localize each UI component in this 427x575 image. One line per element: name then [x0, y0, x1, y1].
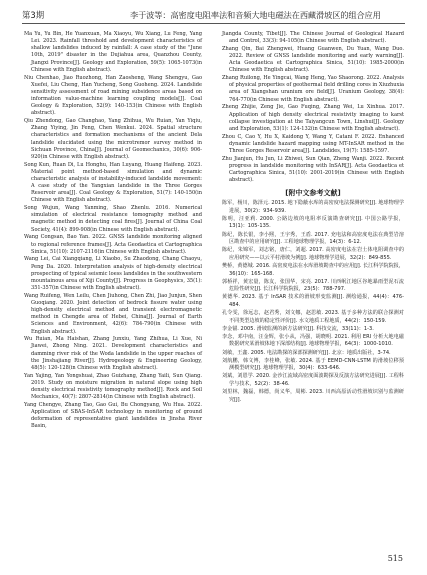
reference-entry: Yang Chengye, Zhang Tao, Gao Gui, Bu Chongyang, Wu Hua. 2022. Application of SBAS-InSAR technology in monitoring of ground deformation of representative giant landslides in Jinsha River Basin, — [24, 401, 202, 430]
reference-entry: Jiangda County, Tibet[J]. The Chinese Journal of Geological Hazard and Control, 33(3): 94-105(in Chinese with English abstract). — [222, 31, 404, 45]
reference-entry: 刘里林，魏磊，韩德，尚义华，周彬. 2023. 川西高原活动性滑坡识别与监测研究[J]. — [222, 389, 404, 403]
reference-entry: 李金锚. 2005. 滑坡监测的新方法研究[J]. 科技交流，33(11)：1-3. — [222, 325, 374, 332]
reference-entry: Niu Chenhao, Jiao Ruozhong, Han Zaosheng, Wang Shengyu, Gao Xuefei, Liu Cheng, Han Yucheng, Song Guoheng. 2024. Landslide sensitivity assessment of road mining subsidence areas based on information value-machine learning coupling models[J]. Coal Geology & Exploration, 52(9): 140-153(in Chinese with English abstract). — [24, 74, 202, 117]
reference-entry: 郭桥祥，黄宏量，陈友，张国华，宋亮. 2017. 川西岷江地区谷地暴雨型泥石流危险性研究[J]. 长江科学院院报，23(5)：788-797. — [222, 278, 404, 293]
reference-entry: 刘敏，王鑫. 2005. 电法勘探的深部探测研究[J]. 北京：地质出版社，3-74. — [222, 349, 391, 356]
reference-entry: Zhang Qin, Bai Zhengwei, Huang Guanwen, Du Yuan, Wang Duo. 2022. Review of GNSS landslide monitoring and early warning[J]. Acta Geodaetica et Cartographica Sinica, 51(10): 1985-2000(in Chinese with English abstract). — [222, 45, 404, 74]
reference-entry: Wang Ruifeng, Wen Leilu, Chen Jiuhong, Chen Zhi, Jiao Junjun, Shen Guoqiang. 2020. Joint detection of bedrock fissure water using high-density electrical method and transient electromagnetic method in Chengde area of Hebei, China[J]. Journal of Earth Sciences and Environment, 42(6): 784-790(in Chinese with English abstract). — [24, 292, 202, 335]
reference-entry: Qiu Zhendong, Gao Changhao, Yang Zhihua, Wu Ruian, Yan Yiqiu, Zhang Yiying, Jin Feng, Chen Wenkui. 2024. Spatial structure characteristics and formation mechanisms of the ancient Dela landslide elucidated using the microtremor survey method in Sichuan Province, China[J]. Journal of Geomechanics, 30(6): 906-920(in Chinese with English abstract). — [24, 118, 202, 160]
running-header — [22, 8, 405, 24]
appendix-title: [附中文参考文献] — [285, 189, 341, 198]
reference-entry: Wu Ruian, Ma Haishan, Zhang Junxiu, Yang Zhihua, Li Xue, Ni Jiawei, Zhong Ning. 2021. Development characteristics and damming river risk of the Woda landslide in the upper reaches of the Jinshajiang River[J]. Hydrogeology & Engineering Geology, 48(5): 120-128(in Chinese with English abstract). — [24, 336, 202, 371]
reference-entry: Ma Yu, Yu Bin, He Yuanxuan, Ma Xiaoyu, Wu Xiang, Lu Feng, Yang Lei. 2023. Rainfall threshold and development characteristics of shallow landslides induced by rainfall: A case study of the "June 10th, 2019" disaster in the Dujiahua area, Quanzhou County, Jiangxi Province[J]. Geology and Exploration, 59(5): 1065-1073(in Chinese with English abstract). — [24, 31, 202, 73]
reference-entry: Wang Congsan, Bao Yan. 2022. GNSS landslide monitoring aligned to regional reference frames[J]. Acta Geodaetica et Cartographica Sinica, 51(10): 2107-2116(in Chinese with English abstract). — [24, 234, 202, 255]
reference-entry: Zhang Ruilong, He Yingcai, Wang Heng, Yao Shaorong. 2022. Analysis of physical properties of geothermal field drilling cores in Xiuzhuxia area of Xiangshan uranium ore field[J]. Uranium Geology, 38(4): 764-770(in Chinese with English abstract). — [222, 75, 404, 103]
reference-entry: Wang Lei, Cai Xiangqiang, Li Xiaobo, Su Zhaodong, Chang Chaoyu, Peng Da. 2020. Interpretation analysis of high-density electrical prospecting of typical seismic loess landslides in the southwestern mountainous area of Xiji County[J]. Progress in Geophysics, 35(1): 351-357(in Chinese with English abstract). — [24, 256, 202, 292]
reference-entry: 陈军，杨川，陈泽元. 2015. 地下隐蔽水库的高密度电法探测研究[J]. 地球物理学进展，30(2)：934-939. — [222, 200, 404, 214]
issue-number: 第3期 — [22, 10, 45, 20]
right-column — [222, 31, 404, 405]
reference-entry: 陈明，汪亚莉. 2000. 公路边坡的电阻率反演勘查研究[J]. 中国公路学报，13(1)：105-135. — [222, 215, 404, 230]
running-title: 李于波等：高密度电阻率法和音频大地电磁法在西藏滑坡区的组合应用 — [130, 10, 381, 20]
reference-entry: 樊桥，黄德城. 2016. 高密度电法在水库滑坡勘查中的应用[J]. 长江科学院院报，36(10)：165-168. — [222, 263, 404, 277]
page-number: 515 — [387, 554, 403, 563]
reference-entry: Zheng Zhijie, Zeng Jie, Gao Fuqing, Zhang Wei, Lu Xinhua. 2017. Application of high density electrical resistivity imaging to karst collapse investigation at the Taiyangcun Town, Linshui[J]. Geology and Exploration, 53(1): 124-132(in Chinese with English abstract). — [222, 104, 404, 132]
left-column — [24, 31, 202, 431]
reference-entry: Zhu Jianjun, Hu Jun, Li Zhiwei, Sun Qian, Zheng Wanji. 2022. Recent progress in landslide monitoring with InSAR[J]. Acta Geodaetica et Cartographica Sinica, 51(10): 2001-2019(in Chinese with English abstract). — [222, 155, 404, 184]
reference-entry: 刘斌，刘恩学. 2020. 金沙江流域高密度面波勘探及反演方法研究进展[J]. 工程科学与技术，52(2)：38-46. — [222, 373, 404, 387]
reference-entry: 李念，邓中南，汪金辉，张小从，冯强，胡晓明. 2021. 利用 ERI 分析大地电磁数据研究某滑坡体地下深部结构[J]. 地球物理学报，64(3)：1000-1010. — [222, 333, 404, 348]
reference-entry: 刘航鹏，韩文博，李桂峰，张敏. 2024. 基于 EEMD-CNN-LSTM 的滑坡位移预测模型研究[J]. 地球物理学报，30(4)：633-646. — [222, 357, 404, 372]
reference-entry: 孔令雯，徐远志，赵君秀，刘文娜，赵思敏. 2023. 基于多种方法的联合探测对不同类型边坡的稳定性评价[J]. 水文地质工程地质，44(2)：150-159. — [222, 310, 404, 324]
reference-entry: 黄德华. 2023. 基于 InSAR 技术的滑坡形变监测[J]. 测绘通报，44(4)：476-484. — [222, 294, 404, 308]
reference-entry: 陈纪，朱锦军，刘志铭，唐仁，刘超. 2017. 高密度电法在岩土体电阻调查中的应用研究——以云平村滑坡为例[J]. 地球物理学进展，32(2)：849-855. — [222, 247, 404, 261]
reference-entry: Song Wujun, Wang Yanming, Shao Zhenlu. 2016. Numerical simulation of electrical resistance tomography method and magnetic method in detecting coal fires[J]. Journal of China Coal Society, 41(4): 899-908(in Chinese with English abstract). — [24, 205, 202, 233]
reference-entry: Song Kun, Ruan Di, Lu Honghu, Han Luyang, Huang Haifeng. 2023. Material point method-based simulation and dynamic characteristic analysis of instability-induced landslide movement: A case study of the Yangxian landslide in the Three Gorges Reservoir area[J]. Coal Geology & Exploration, 51(7): 140-150(in Chinese with English abstract). — [24, 161, 202, 204]
reference-entry: Yan Yajing, Yan Yongshuai, Zhao Guizhang, Zhang Yaili, Sun Qiang. 2019. Study on moisture migration in natural slope using high density electrical resistivity tomography method[J]. Rock and Soil Mechanics, 40(7): 2807-2814(in Chinese with English abstract). — [24, 372, 202, 401]
reference-entry: 陈纪，陈长银，李小熙，王宇秀，王盾. 2017. 充电法和高密度电法在典型岩溶区勘查中的应用研究[J]. 工程地球物理学报，14(3)：6-12. — [222, 231, 404, 246]
reference-entry: Zhou C, Cao Y, Hu X, Kaidong Y, Wang Y, Catani F. 2022. Enhanced dynamic landslide hazard mapping using MT-InSAR method in the Three Gorges Reservoir area[J]. Landslides, 19(7): 1585-1597. — [222, 133, 404, 154]
